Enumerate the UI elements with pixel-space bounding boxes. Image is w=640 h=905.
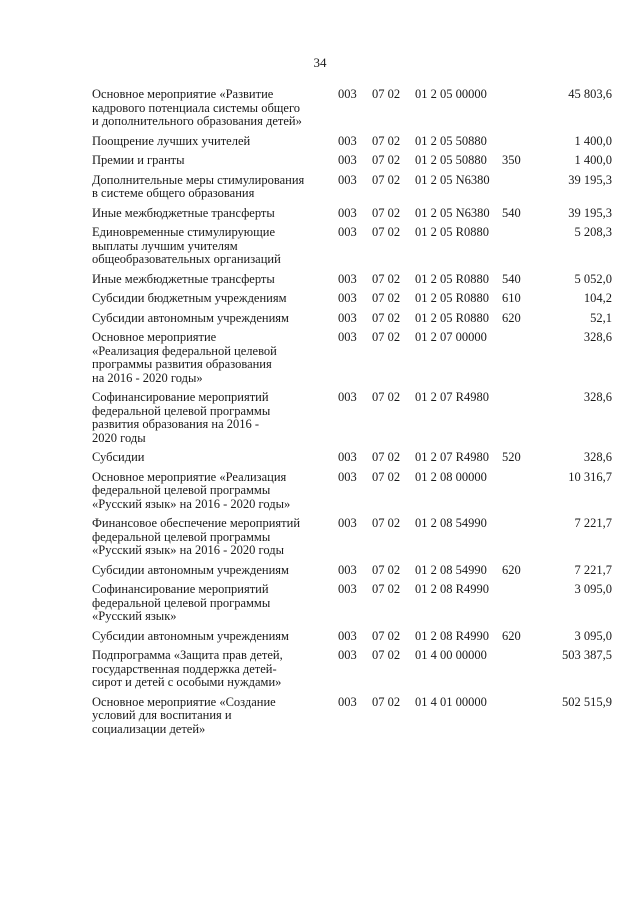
amount: 5 052,0: [574, 271, 612, 286]
table-row: [92, 649, 612, 690]
table-row: [92, 207, 612, 221]
row-name-line: «Русский язык» на 2016 - 2020 годы: [92, 543, 285, 557]
row-name: [92, 391, 324, 445]
ministry-code: 003: [338, 271, 357, 286]
table-row: [92, 292, 612, 306]
row-name-line: Иные межбюджетные трансферты: [92, 205, 275, 220]
row-name: [92, 649, 324, 690]
row-name: [92, 517, 324, 558]
ministry-code: 003: [338, 205, 357, 220]
amount: 1 400,0: [574, 133, 612, 148]
row-name-line: Субсидии автономным учреждениям: [92, 628, 289, 643]
section-code: 07 02: [372, 516, 401, 530]
target-code: 01 2 05 R0880: [415, 225, 489, 239]
row-name-line: Субсидии: [92, 450, 145, 464]
amount: 104,2: [583, 291, 612, 305]
row-name-line: Основное мероприятие «Развитие: [92, 87, 274, 101]
table-row: [92, 391, 612, 445]
row-name-line: сирот и детей с особыми нуждами»: [92, 675, 282, 689]
section-code: 07 02: [372, 330, 401, 344]
target-code: 01 2 08 R4990: [415, 628, 489, 643]
ministry-code: 003: [338, 310, 357, 325]
row-name-line: «Русский язык» на 2016 - 2020 годы»: [92, 496, 291, 511]
target-code: 01 2 07 00000: [415, 330, 487, 344]
row-name-line: Основное мероприятие «Реализация: [92, 469, 287, 484]
target-code: 01 2 05 N6380: [415, 205, 490, 220]
target-code: 01 2 05 N6380: [415, 172, 490, 187]
section-code: 07 02: [372, 172, 401, 187]
row-name-line: Субсидии бюджетным учреждениям: [92, 291, 287, 305]
ministry-code: 003: [338, 225, 357, 239]
row-name-line: «Русский язык»: [92, 609, 177, 623]
ministry-code: 003: [338, 694, 357, 709]
row-name-line: Поощрение лучших учителей: [92, 133, 251, 148]
amount: 502 515,9: [562, 694, 612, 709]
table-row: [92, 331, 612, 385]
expense-type-code: 520: [502, 450, 521, 464]
row-name-line: Софинансирование мероприятий: [92, 582, 269, 596]
row-name: [92, 471, 324, 512]
row-name-line: Софинансирование мероприятий: [92, 390, 269, 404]
row-name: [92, 312, 324, 326]
page-number: 34: [313, 55, 327, 70]
row-name-line: Иные межбюджетные трансферты: [92, 271, 275, 286]
target-code: 01 2 07 R4980: [415, 450, 489, 464]
section-code: 07 02: [372, 450, 401, 464]
table-row: [92, 312, 612, 326]
ministry-code: 003: [338, 133, 357, 148]
table-row: [92, 226, 612, 267]
amount: 45 803,6: [568, 87, 612, 101]
section-code: 07 02: [372, 582, 401, 596]
row-name-line: Единовременные стимулирующие: [92, 225, 276, 239]
ministry-code: 003: [338, 516, 357, 530]
row-name-line: условий для воспитания и: [92, 708, 232, 722]
row-name-line: федеральной целевой программы: [92, 529, 271, 544]
target-code: 01 2 08 54990: [415, 516, 487, 530]
row-name: [92, 331, 324, 385]
expense-type-code: 350: [502, 153, 521, 167]
row-name-line: Субсидии автономным учреждениям: [92, 310, 289, 325]
section-code: 07 02: [372, 291, 401, 305]
ministry-code: 003: [338, 390, 357, 404]
table-row: [92, 174, 612, 201]
row-name: [92, 292, 324, 306]
expense-type-code: 620: [502, 628, 521, 643]
row-name-line: федеральной целевой программы: [92, 483, 271, 497]
target-code: 01 2 08 R4990: [415, 582, 489, 596]
amount: 52,1: [590, 310, 612, 325]
section-code: 07 02: [372, 87, 401, 101]
amount: 10 316,7: [568, 469, 612, 484]
target-code: 01 2 05 50880: [415, 133, 487, 148]
section-code: 07 02: [372, 271, 401, 286]
table-row: [92, 273, 612, 287]
row-name-line: 2020 годы: [92, 430, 146, 445]
amount: 328,6: [583, 330, 612, 344]
amount: 3 095,0: [574, 582, 612, 596]
section-code: 07 02: [372, 225, 401, 239]
target-code: 01 2 05 R0880: [415, 291, 489, 305]
section-code: 07 02: [372, 205, 401, 220]
table-row: [92, 451, 612, 465]
amount: 39 195,3: [568, 172, 612, 187]
amount: 328,6: [583, 450, 612, 464]
row-name-line: выплаты лучшим учителям: [92, 238, 238, 253]
ministry-code: 003: [338, 87, 357, 101]
row-name: [92, 135, 324, 149]
row-name-line: в системе общего образования: [92, 186, 255, 200]
table-row: [92, 154, 612, 168]
table-row: [92, 135, 612, 149]
table-row: [92, 88, 612, 129]
ministry-code: 003: [338, 562, 357, 577]
row-name-line: федеральной целевой программы: [92, 595, 271, 610]
row-name-line: развития образования на 2016 -: [92, 417, 260, 431]
target-code: 01 2 08 54990: [415, 562, 487, 577]
ministry-code: 003: [338, 648, 357, 662]
amount: 503 387,5: [562, 648, 612, 662]
table-row: [92, 696, 612, 737]
row-name-line: Дополнительные меры стимулирования: [92, 172, 305, 187]
row-name-line: программы развития образования: [92, 357, 272, 371]
row-name-line: Подпрограмма «Защита прав детей,: [92, 648, 283, 662]
table-row: [92, 517, 612, 558]
row-name-line: Основное мероприятие «Создание: [92, 694, 276, 709]
table-row: [92, 583, 612, 624]
row-name-line: Основное мероприятие: [92, 330, 217, 344]
amount: 3 095,0: [574, 628, 612, 643]
section-code: 07 02: [372, 310, 401, 325]
section-code: 07 02: [372, 562, 401, 577]
row-name-line: государственная поддержка детей-: [92, 661, 277, 676]
amount: 7 221,7: [574, 516, 612, 530]
expense-type-code: 540: [502, 271, 521, 286]
amount: 1 400,0: [574, 153, 612, 167]
section-code: 07 02: [372, 628, 401, 643]
section-code: 07 02: [372, 694, 401, 709]
amount: 39 195,3: [568, 205, 612, 220]
table-row: [92, 630, 612, 644]
table-row: [92, 471, 612, 512]
target-code: 01 2 05 R0880: [415, 310, 489, 325]
row-name: [92, 696, 324, 737]
budget-table: [92, 88, 612, 742]
row-name-line: федеральной целевой программы: [92, 403, 271, 418]
row-name: [92, 630, 324, 644]
section-code: 07 02: [372, 153, 401, 167]
target-code: 01 2 08 00000: [415, 469, 487, 484]
row-name: [92, 226, 324, 267]
amount: 5 208,3: [574, 225, 612, 239]
row-name-line: «Реализация федеральной целевой: [92, 343, 277, 358]
section-code: 07 02: [372, 390, 401, 404]
row-name-line: и дополнительного образования детей»: [92, 114, 302, 128]
target-code: 01 2 07 R4980: [415, 390, 489, 404]
target-code: 01 2 05 R0880: [415, 271, 489, 286]
ministry-code: 003: [338, 628, 357, 643]
row-name-line: Финансовое обеспечение мероприятий: [92, 516, 301, 530]
target-code: 01 2 05 00000: [415, 87, 487, 101]
row-name: [92, 564, 324, 578]
row-name-line: на 2016 - 2020 годы»: [92, 370, 203, 385]
target-code: 01 4 01 00000: [415, 694, 487, 709]
row-name: [92, 174, 324, 201]
row-name-line: общеобразовательных организаций: [92, 252, 281, 266]
amount: 328,6: [583, 390, 612, 404]
target-code: 01 2 05 50880: [415, 153, 487, 167]
expense-type-code: 540: [502, 205, 521, 220]
section-code: 07 02: [372, 133, 401, 148]
section-code: 07 02: [372, 648, 401, 662]
amount: 7 221,7: [574, 562, 612, 577]
row-name-line: Субсидии автономным учреждениям: [92, 562, 289, 577]
ministry-code: 003: [338, 291, 357, 305]
expense-type-code: 620: [502, 562, 521, 577]
row-name: [92, 154, 324, 168]
target-code: 01 4 00 00000: [415, 648, 487, 662]
row-name: [92, 451, 324, 465]
ministry-code: 003: [338, 172, 357, 187]
ministry-code: 003: [338, 469, 357, 484]
row-name: [92, 88, 324, 129]
ministry-code: 003: [338, 582, 357, 596]
ministry-code: 003: [338, 153, 357, 167]
expense-type-code: 610: [502, 291, 521, 305]
row-name: [92, 207, 324, 221]
table-row: [92, 564, 612, 578]
row-name: [92, 273, 324, 287]
ministry-code: 003: [338, 330, 357, 344]
expense-type-code: 620: [502, 310, 521, 325]
row-name-line: кадрового потенциала системы общего: [92, 100, 301, 115]
row-name: [92, 583, 324, 624]
section-code: 07 02: [372, 469, 401, 484]
row-name-line: Премии и гранты: [92, 153, 185, 167]
row-name-line: социализации детей»: [92, 721, 206, 736]
ministry-code: 003: [338, 450, 357, 464]
